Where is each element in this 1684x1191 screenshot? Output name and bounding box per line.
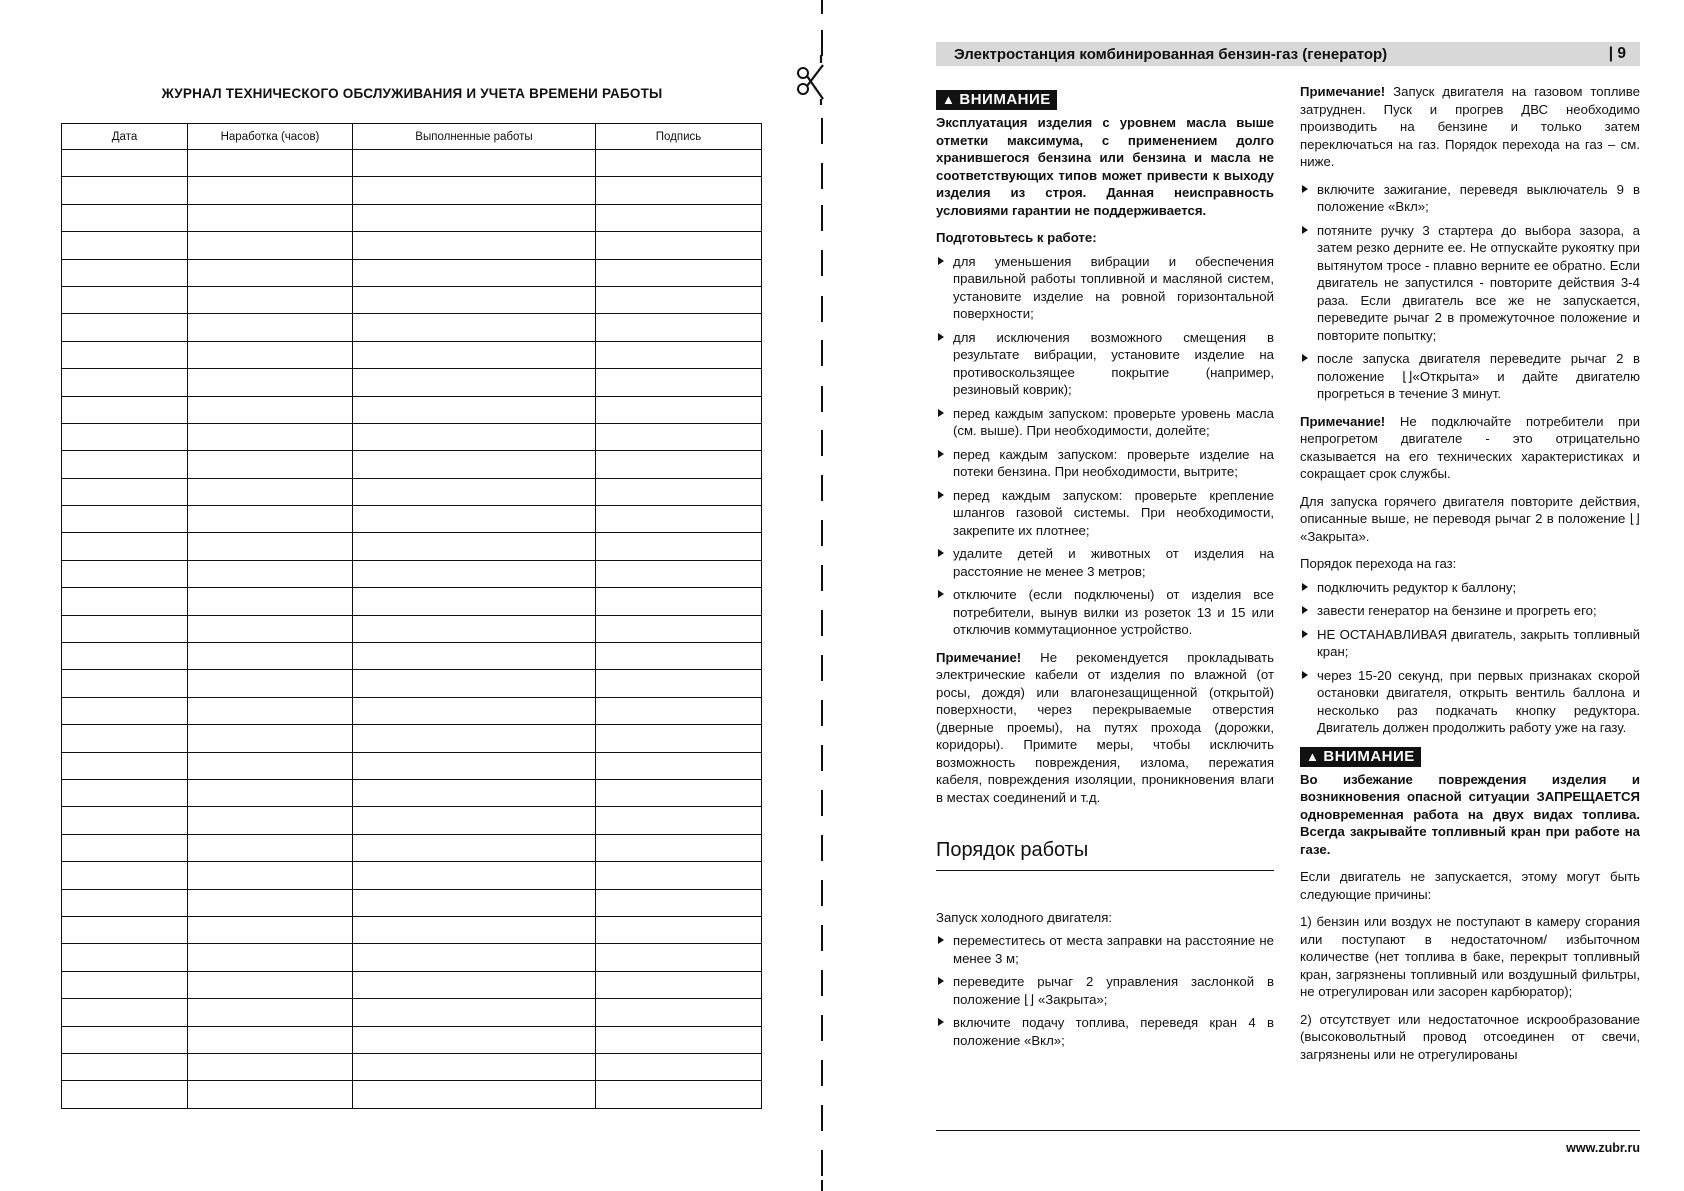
- table-cell: [353, 396, 596, 423]
- table-cell: [188, 834, 353, 861]
- table-row: [62, 314, 762, 341]
- table-row: [62, 177, 762, 204]
- list-item: отключите (если подключены) от изделия все потребители, вынув вилки из розеток 13 и 15 или отключив коммутационное устройство.: [936, 586, 1274, 639]
- table-row: [62, 615, 762, 642]
- table-cell: [62, 533, 188, 560]
- table-row: [62, 1053, 762, 1080]
- table-cell: [62, 314, 188, 341]
- table-cell: [188, 889, 353, 916]
- table-cell: [188, 916, 353, 943]
- cut-line: [821, 0, 824, 1191]
- table-cell: [62, 232, 188, 259]
- table-cell: [62, 807, 188, 834]
- maintenance-log-table: [61, 123, 762, 1109]
- table-cell: [596, 1026, 762, 1053]
- table-cell: [596, 807, 762, 834]
- cut-dash: [821, 1105, 823, 1131]
- table-cell: [596, 834, 762, 861]
- table-row: [62, 286, 762, 313]
- table-cell: [62, 1026, 188, 1053]
- table-cell: [596, 506, 762, 533]
- table-cell: [188, 506, 353, 533]
- table-cell: [353, 615, 596, 642]
- list-item: после запуска двигателя переведите рычаг 2 в положение ⌊⌋«Открыта» и дайте двигателю прогреться в течение 3 минут.: [1300, 350, 1640, 403]
- table-cell: [188, 999, 353, 1026]
- cold-start-title: Запуск холодного двигателя:: [936, 909, 1113, 925]
- cut-dash: [821, 790, 823, 816]
- table-cell: [596, 423, 762, 450]
- table-cell: [62, 862, 188, 889]
- table-cell: [353, 971, 596, 998]
- table-cell: [188, 944, 353, 971]
- cut-dash: [821, 296, 823, 322]
- table-cell: [596, 889, 762, 916]
- table-cell: [596, 314, 762, 341]
- table-cell: [596, 862, 762, 889]
- table-cell: [188, 560, 353, 587]
- causes-intro: Если двигатель не запускается, этому могут быть следующие причины:: [1300, 869, 1640, 902]
- table-cell: [188, 314, 353, 341]
- table-row: [62, 396, 762, 423]
- table-cell: [188, 725, 353, 752]
- table-row: [62, 697, 762, 724]
- list-item: через 15-20 секунд, при первых признаках скорой остановки двигателя, открыть вентиль баллона и несколько раз подкачать кнопку редуктора. Двигатель должен продолжить работу уже на газу.: [1300, 667, 1640, 737]
- table-row: [62, 1081, 762, 1109]
- table-row: [62, 369, 762, 396]
- table-cell: [596, 286, 762, 313]
- table-cell: [62, 1081, 188, 1109]
- table-cell: [353, 807, 596, 834]
- table-cell: [353, 916, 596, 943]
- list-item: перед каждым запуском: проверьте изделие на потеки бензина. При необходимости, вытрите;: [936, 446, 1274, 481]
- scissors-icon: [793, 55, 833, 105]
- table-cell: [62, 177, 188, 204]
- table-row: [62, 643, 762, 670]
- table-row: [62, 232, 762, 259]
- table-cell: [188, 670, 353, 697]
- table-row: [62, 999, 762, 1026]
- table-cell: [62, 944, 188, 971]
- table-cell: [62, 725, 188, 752]
- table-cell: [353, 232, 596, 259]
- table-cell: [62, 670, 188, 697]
- table-cell: [353, 670, 596, 697]
- table-cell: [596, 725, 762, 752]
- section-title: Порядок работы: [936, 842, 1274, 871]
- table-cell: [596, 643, 762, 670]
- table-cell: [596, 670, 762, 697]
- table-cell: [353, 341, 596, 368]
- table-row: [62, 259, 762, 286]
- log-body: [62, 150, 762, 1109]
- start-list: [1300, 181, 1640, 403]
- table-cell: [596, 1081, 762, 1109]
- table-cell: [62, 341, 188, 368]
- table-cell: [353, 369, 596, 396]
- table-row: [62, 341, 762, 368]
- table-cell: [353, 697, 596, 724]
- table-row: [62, 478, 762, 505]
- table-cell: [62, 971, 188, 998]
- table-row: [62, 588, 762, 615]
- col-header-date: Дата: [62, 124, 188, 150]
- table-cell: [62, 615, 188, 642]
- cut-dash: [821, 700, 823, 726]
- table-cell: [353, 177, 596, 204]
- prep-title: Подготовьтесь к работе:: [936, 230, 1097, 245]
- table-row: [62, 560, 762, 587]
- table-cell: [188, 779, 353, 806]
- list-item: переведите рычаг 2 управления заслонкой в положение ⌊⌋ «Закрыта»;: [936, 973, 1274, 1008]
- table-cell: [596, 150, 762, 177]
- table-cell: [596, 1053, 762, 1080]
- cut-dash: [821, 835, 823, 861]
- table-cell: [188, 643, 353, 670]
- table-row: [62, 506, 762, 533]
- log-title: ЖУРНАЛ ТЕХНИЧЕСКОГО ОБСЛУЖИВАНИЯ И УЧЕТА ВРЕМЕНИ РАБОТЫ: [161, 86, 663, 101]
- warmup-note: Примечание! Не подключайте потребители при непрогретом двигателе - это отрицательно сказывается на его технических характеристиках и сокращает срок службы.: [1300, 413, 1640, 481]
- table-cell: [62, 1053, 188, 1080]
- table-cell: [188, 752, 353, 779]
- table-cell: [188, 451, 353, 478]
- table-cell: [188, 615, 353, 642]
- cut-dash: [821, 163, 823, 189]
- table-cell: [596, 779, 762, 806]
- table-cell: [353, 560, 596, 587]
- table-cell: [353, 423, 596, 450]
- table-cell: [188, 533, 353, 560]
- cause-1: 1) бензин или воздух не поступают в камеру сгорания или поступают в недостаточном/ избыточном количестве (нет топлива в баке, перекрыт топливный кран, загрязнены топливный или воздушный фильтры, не отрегулирован или засорен карбюратор);: [1300, 914, 1640, 999]
- table-cell: [188, 697, 353, 724]
- table-cell: [596, 369, 762, 396]
- gas-list: [1300, 579, 1640, 737]
- table-cell: [62, 451, 188, 478]
- table-cell: [353, 889, 596, 916]
- table-cell: [353, 643, 596, 670]
- list-item: удалите детей и животных от изделия на расстояние не менее 3 метров;: [936, 545, 1274, 580]
- cut-dash: [821, 970, 823, 996]
- cut-dash: [821, 1015, 823, 1041]
- cut-dash: [821, 0, 823, 14]
- cut-dash: [821, 430, 823, 456]
- table-cell: [353, 944, 596, 971]
- cut-dash: [821, 880, 823, 906]
- table-cell: [188, 341, 353, 368]
- table-cell: [62, 916, 188, 943]
- text-column-left: [936, 90, 1274, 1059]
- table-cell: [353, 1081, 596, 1109]
- table-row: [62, 807, 762, 834]
- table-row: [62, 150, 762, 177]
- cut-dash: [821, 475, 823, 501]
- table-cell: [353, 150, 596, 177]
- list-item: для исключения возможного смещения в результате вибрации, установите изделие на противоскользящее покрытие (например, резиновый коврик);: [936, 329, 1274, 399]
- table-cell: [353, 506, 596, 533]
- table-cell: [353, 478, 596, 505]
- table-cell: [596, 259, 762, 286]
- cut-dash: [821, 30, 823, 56]
- cut-dash: [821, 925, 823, 951]
- table-cell: [188, 1053, 353, 1080]
- cut-dash: [821, 610, 823, 636]
- cut-dash: [821, 745, 823, 771]
- table-cell: [596, 451, 762, 478]
- table-row: [62, 533, 762, 560]
- table-cell: [188, 396, 353, 423]
- warning-icon: ▲: [942, 92, 956, 107]
- table-row: [62, 916, 762, 943]
- warning-badge: ▲ ВНИМАНИЕ: [1300, 747, 1421, 767]
- cable-note: Примечание! Не рекомендуется прокладывать электрические кабели от изделия по влажной (от росы, дождя) или влагонезащищенной (открытой) поверхности, через перекрываемые отверстия (дверные проемы), на путях прохода (дорожки, коридоры). Примите меры, чтобы исключить возможность повреждения, излома, пережатия кабеля, повреждения изоляции, проникновения влаги в местах соединений и т.д.: [936, 649, 1274, 805]
- table-row: [62, 944, 762, 971]
- table-cell: [62, 697, 188, 724]
- table-cell: [188, 807, 353, 834]
- cut-dash: [821, 386, 823, 412]
- table-cell: [188, 286, 353, 313]
- col-header-signature: Подпись: [596, 124, 762, 150]
- warning-text: Эксплуатация изделия с уровнем масла выше отметки максимума, с применением долго хранившегося бензина или бензина и масла не соответствующих типов может привести к выходу изделия из строя. Данная неисправность условиями гарантии не поддерживается.: [936, 115, 1274, 218]
- table-cell: [188, 862, 353, 889]
- cut-dash: [821, 250, 823, 276]
- col-header-work: Выполненные работы: [353, 124, 596, 150]
- page-header: [936, 42, 1640, 66]
- table-cell: [62, 396, 188, 423]
- list-item: включите подачу топлива, переведя кран 4 в положение «Вкл»;: [936, 1014, 1274, 1049]
- table-cell: [353, 451, 596, 478]
- cut-dash: [821, 1150, 823, 1176]
- table-cell: [62, 752, 188, 779]
- table-row: [62, 862, 762, 889]
- table-cell: [62, 643, 188, 670]
- table-cell: [353, 533, 596, 560]
- cut-dash: [821, 1060, 823, 1086]
- table-row: [62, 204, 762, 231]
- table-cell: [596, 396, 762, 423]
- page-number: | 9: [1608, 45, 1626, 62]
- table-cell: [353, 588, 596, 615]
- table-cell: [188, 259, 353, 286]
- warning-icon: ▲: [1306, 748, 1320, 764]
- table-cell: [188, 232, 353, 259]
- table-cell: [188, 423, 353, 450]
- cold-start-list: [936, 932, 1274, 1049]
- table-row: [62, 1026, 762, 1053]
- table-cell: [596, 697, 762, 724]
- table-cell: [596, 999, 762, 1026]
- table-cell: [596, 944, 762, 971]
- table-cell: [188, 1081, 353, 1109]
- table-cell: [596, 615, 762, 642]
- cause-2: 2) отсутствует или недостаточное искрообразование (высоковольтный провод отсоединен от свечи, загрязнены или не отрегулированы: [1300, 1011, 1640, 1062]
- gas-title: Порядок перехода на газ:: [1300, 556, 1457, 571]
- table-row: [62, 725, 762, 752]
- list-item: завести генератор на бензине и прогреть его;: [1300, 602, 1640, 620]
- table-cell: [353, 204, 596, 231]
- table-cell: [353, 1026, 596, 1053]
- table-cell: [596, 588, 762, 615]
- log-header-row: [62, 124, 762, 150]
- table-cell: [353, 834, 596, 861]
- table-row: [62, 779, 762, 806]
- col-header-hours: Наработка (часов): [188, 124, 353, 150]
- table-cell: [62, 779, 188, 806]
- table-cell: [353, 779, 596, 806]
- table-cell: [188, 478, 353, 505]
- footer-rule: [936, 1130, 1640, 1131]
- table-cell: [353, 286, 596, 313]
- table-cell: [188, 971, 353, 998]
- table-cell: [188, 1026, 353, 1053]
- table-row: [62, 889, 762, 916]
- cut-dash: [821, 520, 823, 546]
- cut-dash: [821, 565, 823, 591]
- table-cell: [596, 752, 762, 779]
- table-row: [62, 752, 762, 779]
- table-cell: [596, 916, 762, 943]
- table-cell: [62, 834, 188, 861]
- list-item: для уменьшения вибрации и обеспечения правильной работы топливной и масляной систем, установите изделие на ровной горизонтальной поверхности;: [936, 253, 1274, 323]
- table-cell: [62, 889, 188, 916]
- table-cell: [596, 478, 762, 505]
- gas-start-note: Примечание! Запуск двигателя на газовом топливе затруднен. Пуск и прогрев ДВС необходимо производить на бензине и только затем переключаться на газ. Порядок перехода на газ – см. ниже.: [1300, 84, 1640, 169]
- table-cell: [62, 369, 188, 396]
- hot-start-text: Для запуска горячего двигателя повторите действия, описанные выше, не переводя рычаг 2 в положение ⌊⌋ «Закрыта».: [1300, 493, 1640, 544]
- table-cell: [596, 560, 762, 587]
- table-cell: [353, 862, 596, 889]
- table-cell: [353, 314, 596, 341]
- table-row: [62, 971, 762, 998]
- table-cell: [353, 999, 596, 1026]
- list-item: перед каждым запуском: проверьте крепление шлангов газовой системы. При необходимости, закрепите их плотнее;: [936, 487, 1274, 540]
- table-cell: [596, 971, 762, 998]
- table-cell: [596, 533, 762, 560]
- table-cell: [188, 177, 353, 204]
- text-column-right: [1300, 83, 1640, 1073]
- list-item: подключить редуктор к баллону;: [1300, 579, 1640, 597]
- table-cell: [353, 1053, 596, 1080]
- table-cell: [62, 204, 188, 231]
- table-cell: [596, 232, 762, 259]
- cut-dash: [821, 655, 823, 681]
- table-cell: [62, 150, 188, 177]
- table-cell: [62, 506, 188, 533]
- list-item: переместитесь от места заправки на расстояние не менее 3 м;: [936, 932, 1274, 967]
- table-row: [62, 834, 762, 861]
- footer-site: www.zubr.ru: [1566, 1141, 1640, 1155]
- table-cell: [353, 725, 596, 752]
- table-cell: [353, 259, 596, 286]
- list-item: потяните ручку 3 стартера до выбора зазора, а затем резко дерните ее. Не отпускайте рукоятку при вытянутом тросе - плавно верните ее обратно. Если двигатель не запустился - повторите действия 3-4 раза. Если двигатель все же не запускается, переведите рычаг 2 в промежуточное положение и повторите попытку;: [1300, 222, 1640, 345]
- list-item: перед каждым запуском: проверьте уровень масла (см. выше). При необходимости, долейте;: [936, 405, 1274, 440]
- prep-list: [936, 253, 1274, 639]
- table-cell: [62, 560, 188, 587]
- table-cell: [596, 177, 762, 204]
- cut-dash: [821, 205, 823, 231]
- table-cell: [188, 588, 353, 615]
- list-item: включите зажигание, переведя выключатель 9 в положение «Вкл»;: [1300, 181, 1640, 216]
- table-cell: [188, 369, 353, 396]
- table-cell: [62, 588, 188, 615]
- table-cell: [62, 423, 188, 450]
- table-row: [62, 451, 762, 478]
- table-cell: [62, 286, 188, 313]
- warning-badge: ▲ ВНИМАНИЕ: [936, 90, 1057, 110]
- cut-dash: [821, 340, 823, 366]
- list-item: НЕ ОСТАНАВЛИВАЯ двигатель, закрыть топливный кран;: [1300, 626, 1640, 661]
- table-row: [62, 670, 762, 697]
- warning-text: Во избежание повреждения изделия и возникновения опасной ситуации ЗАПРЕЩАЕТСЯ одновременная работа на двух видах топлива. Всегда закрывайте топливный кран при работе на газе.: [1300, 771, 1640, 857]
- table-cell: [596, 204, 762, 231]
- page-header-title: Электростанция комбинированная бензин-газ (генератор): [954, 45, 1388, 63]
- table-row: [62, 423, 762, 450]
- table-cell: [62, 259, 188, 286]
- table-cell: [188, 204, 353, 231]
- table-cell: [62, 999, 188, 1026]
- cut-dash: [821, 1180, 823, 1191]
- table-cell: [188, 150, 353, 177]
- table-cell: [353, 752, 596, 779]
- table-cell: [62, 478, 188, 505]
- cut-dash: [821, 118, 823, 144]
- table-cell: [596, 341, 762, 368]
